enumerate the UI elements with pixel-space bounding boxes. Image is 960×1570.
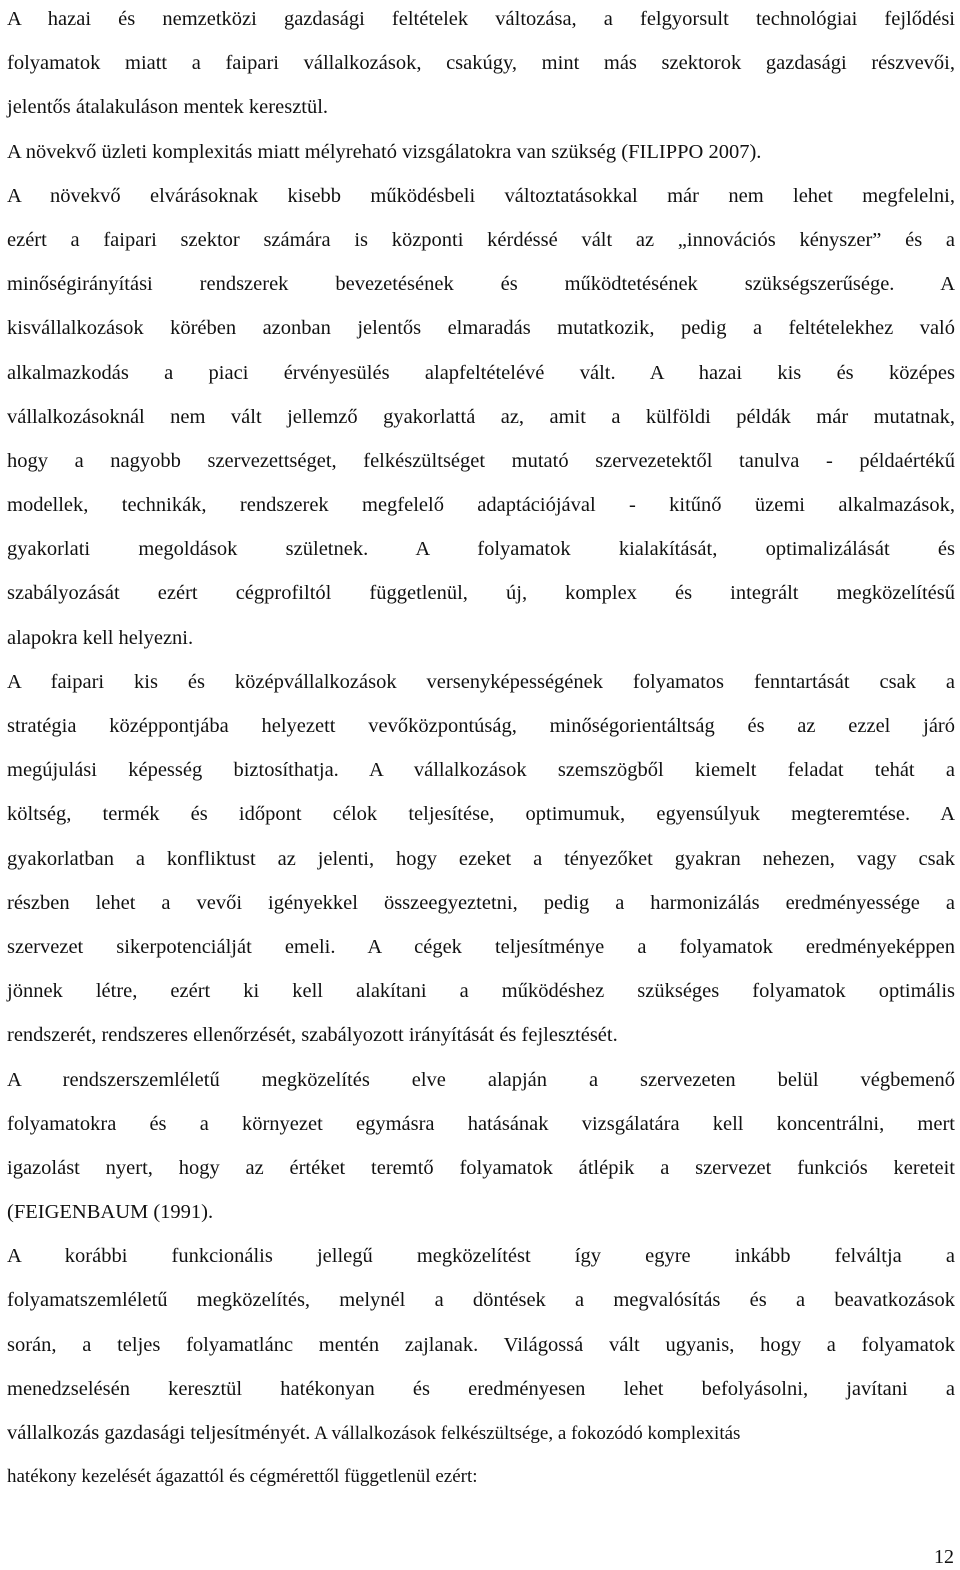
text-line: rendszerét, rendszeres ellenőrzését, szabályozott irányítását és fejlesztését.	[7, 1024, 618, 1047]
text-line: igazolást nyert, hogy az értéket teremtő folyamatok átlépik a szervezet funkciós kereteit	[7, 1156, 955, 1179]
text-line: megújulási képesség biztosíthatja. A vállalkozások szemszögből kiemelt feladat tehát a	[7, 759, 955, 782]
page-number: 12	[934, 1546, 954, 1568]
text-line: hogy a nagyobb szervezettséget, felkészültséget mutató szervezetektől tanulva - példaértékű	[7, 449, 955, 472]
citation-author-initial: F	[628, 140, 640, 163]
text-line: gyakorlati megoldások születnek. A folyamatok kialakítását, optimalizálását és	[7, 538, 955, 561]
text-line: alkalmazkodás a piaci érvényesülés alapfeltételévé vált. A hazai kis és középes	[7, 361, 955, 384]
document-page	[7, 0, 955, 1499]
text-line-small: hatékony kezelését ágazattól és cégmérettől függetlenül ezért:	[7, 1466, 478, 1488]
text-line: szervezet sikerpotenciálját emeli. A cégek teljesítménye a folyamatok eredményeképpen	[7, 935, 955, 958]
paragraph-3	[7, 1058, 955, 1235]
paragraph-1	[7, 0, 955, 660]
text-line: A korábbi funkcionális jellegű megközelítést így egyre inkább felváltja a	[7, 1245, 955, 1268]
text-line: menedzselésén keresztül hatékonyan és eredményesen lehet befolyásolni, javítani a	[7, 1377, 955, 1400]
text-line	[7, 1411, 955, 1455]
text-line: jelentős átalakuláson mentek keresztül.	[7, 96, 329, 119]
text-line: gyakorlatban a konfliktust az jelenti, hogy ezeket a tényezőket gyakran nehezen, vagy csak	[7, 847, 955, 870]
text-line: folyamatok miatt a faipari vállalkozások, csakúgy, mint más szektorok gazdasági részvevői,	[7, 52, 955, 75]
text-line: folyamatszemléletű megközelítés, melynél a döntések a megvalósítás és a beavatkozások	[7, 1289, 955, 1312]
text-line: részben lehet a vevői igényekkel összeegyeztetni, pedig a harmonizálás eredményessége a	[7, 891, 955, 914]
citation-open: (F	[7, 1201, 26, 1224]
text-line: A faipari kis és középvállalkozások versenyképességének folyamatos fenntartását csak a	[7, 670, 955, 693]
citation-author-rest: EIGENBAUM	[25, 1201, 149, 1224]
text-fragment-small: A vállalkozások felkészültsége, a fokozódó komplexitás	[310, 1423, 741, 1444]
text-line: A rendszerszemléletű megközelítés elve alapján a szervezeten belül végbemenő	[7, 1068, 955, 1091]
citation-year: 2007).	[703, 140, 762, 163]
text-line: A hazai és nemzetközi gazdasági feltételek változása, a felgyorsult technológiai fejlődési	[7, 8, 955, 30]
text-line: minőségirányítási rendszerek bevezetésének és működtetésének szükségszerűsége. A	[7, 273, 955, 296]
text-line: A növekvő elvárásoknak kisebb működésbeli változtatásokkal már nem lehet megfelelni,	[7, 184, 955, 207]
paragraph-2	[7, 660, 955, 1058]
paragraph-4	[7, 1234, 955, 1499]
text-line: vállalkozásoknál nem vált jellemző gyakorlattá az, amit a külföldi példák már mutatnak,	[7, 405, 955, 428]
text-line: költség, termék és időpont célok teljesítése, optimumuk, egyensúlyuk megteremtése. A	[7, 803, 955, 826]
text-line-with-citation	[7, 1190, 955, 1234]
text-line: ezért a faipari szektor számára is központi kérdéssé vált az „innovációs kényszer” és a	[7, 228, 955, 251]
citation-year: (1991).	[148, 1201, 214, 1224]
text-line: folyamatokra és a környezet egymásra hatásának vizsgálatára kell koncentrálni, mert	[7, 1112, 955, 1135]
text-line: alapokra kell helyezni.	[7, 626, 194, 649]
text-fragment: A növekvő üzleti komplexitás miatt mélyreható vizsgálatokra van szükség (	[7, 140, 629, 163]
citation-author-rest: ILIPPO	[639, 140, 704, 163]
text-line: során, a teljes folyamatlánc mentén zajlanak. Világossá vált ugyanis, hogy a folyamatok	[7, 1333, 955, 1356]
text-line-with-citation	[7, 130, 955, 174]
text-line: jönnek létre, ezért ki kell alakítani a működéshez szükséges folyamatok optimális	[7, 980, 955, 1003]
text-line: kisvállalkozások körében azonban jelentős elmaradás mutatkozik, pedig a feltételekhez való	[7, 317, 955, 340]
text-line: stratégia középpontjába helyezett vevőközpontúság, minőségorientáltság és az ezzel járó	[7, 715, 955, 737]
text-line: szabályozását ezért cégprofiltól függetlenül, új, komplex és integrált megközelítésű	[7, 582, 955, 605]
text-fragment: vállalkozás gazdasági teljesítményét.	[7, 1422, 311, 1444]
text-line: modellek, technikák, rendszerek megfelelő adaptációjával - kitűnő üzemi alkalmazások,	[7, 494, 955, 517]
